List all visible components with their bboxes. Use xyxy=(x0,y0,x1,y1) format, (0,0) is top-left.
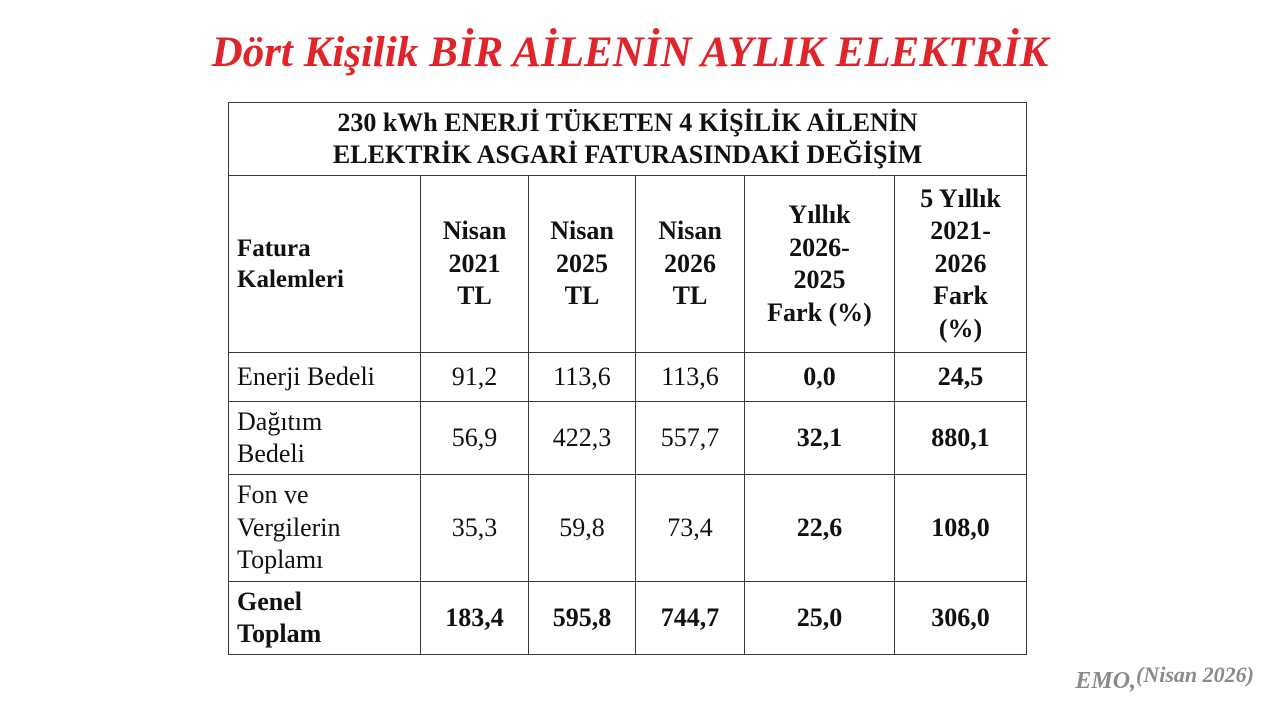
header-line: (%) xyxy=(938,313,983,343)
item-line: Toplamı xyxy=(237,545,324,575)
header-line: 2026 xyxy=(664,248,716,278)
row-item xyxy=(229,582,421,655)
item-line: Fon ve xyxy=(237,480,309,510)
cell-apr2025: 113,6 xyxy=(529,353,636,402)
header-line: 5 Yıllık xyxy=(920,183,1001,213)
cell-apr2026: 113,6 xyxy=(636,353,745,402)
header-line: Kalemleri xyxy=(237,266,344,293)
item-line: Genel xyxy=(237,586,302,616)
table-row xyxy=(229,475,1027,582)
cell-five-year: 24,5 xyxy=(895,353,1027,402)
header-line: 2021 xyxy=(448,248,501,278)
row-item xyxy=(229,475,421,582)
table-row xyxy=(229,353,1027,402)
header-line: TL xyxy=(672,281,708,311)
slide-title: Dört Kişilik BİR AİLENİN AYLIK ELEKTRİK xyxy=(211,29,1049,76)
header-line: Nisan xyxy=(442,216,507,246)
cell-five-year: 306,0 xyxy=(895,582,1027,655)
header-line: Yıllık xyxy=(788,200,851,229)
cell-apr2025: 422,3 xyxy=(529,402,636,475)
cell-apr2021: 183,4 xyxy=(421,582,529,655)
row-item xyxy=(229,353,421,402)
header-line: 2021- xyxy=(930,216,991,246)
header-apr2021 xyxy=(421,176,529,353)
header-line: 2026 xyxy=(934,248,987,278)
row-item xyxy=(229,402,421,475)
cell-apr2021: 56,9 xyxy=(421,402,529,475)
bill-comparison-table xyxy=(228,102,1027,655)
header-line: TL xyxy=(564,281,600,311)
header-line: Nisan xyxy=(550,216,614,246)
cell-apr2021: 91,2 xyxy=(421,353,529,402)
header-line: 2025 xyxy=(793,265,846,294)
caption-line-1: 230 kWh ENERJİ TÜKETEN 4 KİŞİLİK AİLENİN xyxy=(337,107,918,137)
item-line: Dağıtım xyxy=(237,406,323,436)
caption-line-2: ELEKTRİK ASGARİ FATURASINDAKİ DEĞİŞİM xyxy=(332,140,923,169)
cell-apr2025: 59,8 xyxy=(529,475,636,582)
cell-apr2026: 744,7 xyxy=(636,582,745,655)
item-line: Toplam xyxy=(237,619,322,648)
source-credit xyxy=(1075,662,1254,695)
cell-apr2026: 73,4 xyxy=(636,475,745,582)
header-line: TL xyxy=(457,281,492,311)
item-line: Bedeli xyxy=(237,439,305,468)
cell-apr2025: 595,8 xyxy=(529,582,636,655)
cell-five-year: 880,1 xyxy=(895,402,1027,475)
source-date: (Nisan 2026) xyxy=(1136,662,1254,687)
table-caption xyxy=(229,103,1027,176)
header-apr2026 xyxy=(636,176,745,353)
item-line: Vergilerin xyxy=(237,512,341,542)
table-caption-row xyxy=(229,103,1027,176)
header-line: Fark (%) xyxy=(767,297,872,327)
cell-annual: 25,0 xyxy=(745,582,895,655)
header-line: Fark xyxy=(933,281,988,311)
table-row-total xyxy=(229,582,1027,655)
header-five-year-change xyxy=(895,176,1027,353)
source-org: EMO, xyxy=(1075,668,1137,694)
cell-apr2026: 557,7 xyxy=(636,402,745,475)
header-line: Fatura xyxy=(237,234,311,262)
cell-five-year: 108,0 xyxy=(895,475,1027,582)
header-apr2025 xyxy=(529,176,636,353)
header-annual-change xyxy=(745,176,895,353)
cell-annual: 32,1 xyxy=(745,402,895,475)
table-row xyxy=(229,402,1027,475)
table-header-row xyxy=(229,176,1027,353)
header-line: 2026- xyxy=(789,232,850,262)
header-line: 2025 xyxy=(556,248,608,278)
cell-apr2021: 35,3 xyxy=(421,475,529,582)
header-line: Nisan xyxy=(658,216,722,246)
cell-annual: 0,0 xyxy=(745,353,895,402)
cell-annual: 22,6 xyxy=(745,475,895,582)
header-items xyxy=(229,176,421,353)
item-line: Enerji Bedeli xyxy=(237,361,375,391)
